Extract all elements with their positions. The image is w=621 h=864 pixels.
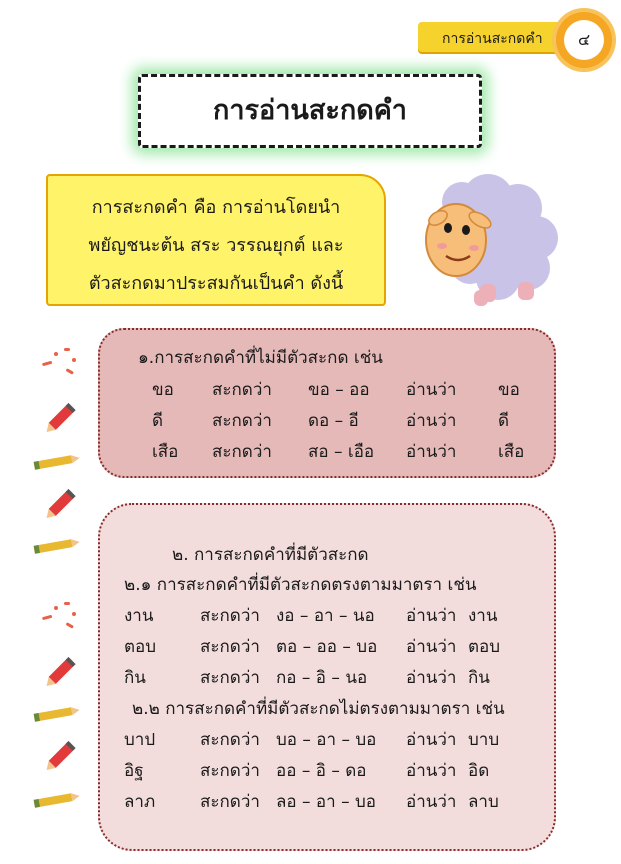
row-read: อ่านว่า (406, 606, 457, 626)
definition-line: ตัวสะกดมาประสมกันเป็นคำ ดังนี้ (88, 273, 344, 294)
row-parts: งอ – อา – นอ (276, 606, 375, 626)
row-result: เสือ (498, 442, 525, 462)
row-spelled: สะกดว่า (212, 380, 272, 400)
sub2-heading: ๒.๒ การสะกดคำที่มีตัวสะกดไม่ตรงตามมาตรา เช่น (132, 699, 505, 719)
section2-heading: ๒. การสะกดคำที่มีตัวสะกด (172, 545, 369, 565)
row-word: อิฐ (124, 761, 144, 781)
row-result: กิน (468, 668, 490, 688)
page-title: การอ่านสะกดคำ (213, 95, 407, 126)
row-parts: ออ – อิ – ดอ (276, 761, 367, 781)
row-spelled: สะกดว่า (212, 411, 272, 431)
row-spelled: สะกดว่า (200, 637, 260, 657)
row-word: งาน (124, 606, 154, 626)
row-word: บาป (124, 730, 156, 750)
definition-box (46, 174, 386, 306)
row-parts: ขอ – ออ (308, 380, 370, 400)
section2-box (98, 503, 556, 851)
page-number-badge (556, 12, 612, 68)
header-tab (418, 22, 578, 52)
row-result: งาน (468, 606, 498, 626)
row-read: อ่านว่า (406, 411, 457, 431)
row-spelled: สะกดว่า (200, 730, 260, 750)
row-read: อ่านว่า (406, 792, 457, 812)
row-word: เสือ (152, 442, 179, 462)
row-spelled: สะกดว่า (200, 606, 260, 626)
page-number: ๔ (564, 20, 604, 60)
pencil-icon (42, 486, 78, 526)
pencil-icon (30, 704, 82, 724)
sub1-heading: ๒.๑ การสะกดคำที่มีตัวสะกดตรงตามมาตรา เช่น (124, 575, 477, 595)
row-read: อ่านว่า (406, 637, 457, 657)
row-parts: ดอ – อี (308, 411, 359, 431)
row-spelled: สะกดว่า (200, 668, 260, 688)
row-word: ลาภ (124, 792, 156, 812)
row-read: อ่านว่า (406, 380, 457, 400)
row-word: กิน (124, 668, 146, 688)
row-read: อ่านว่า (406, 761, 457, 781)
pencil-icon (42, 738, 78, 778)
definition-line: พยัญชนะต้น สระ วรรณยุกต์ และ (88, 235, 344, 256)
sparkle-icon (36, 340, 86, 380)
row-result: ดี (498, 411, 510, 431)
row-result: อิด (468, 761, 490, 781)
section1-heading: ๑.การสะกดคำที่ไม่มีตัวสะกด เช่น (138, 348, 383, 368)
row-spelled: สะกดว่า (200, 761, 260, 781)
row-result: ตอบ (468, 637, 501, 657)
pencil-icon (42, 400, 78, 440)
row-word: ดี (152, 411, 164, 431)
definition-line: การสะกดคำ คือ การอ่านโดยนำ (91, 197, 341, 218)
row-parts: ลอ – อา – บอ (276, 792, 376, 812)
pencil-icon (30, 536, 82, 556)
row-parts: กอ – อิ – นอ (276, 668, 368, 688)
pencil-icon (30, 452, 82, 472)
section1-box (98, 328, 556, 478)
row-spelled: สะกดว่า (212, 442, 272, 462)
pencil-icon (42, 654, 78, 694)
sparkle-icon (36, 594, 86, 634)
row-result: ลาบ (468, 792, 499, 812)
row-parts: ตอ – ออ – บอ (276, 637, 378, 657)
row-word: ตอบ (124, 637, 157, 657)
row-result: บาบ (468, 730, 500, 750)
sheep-illustration (418, 160, 558, 310)
row-parts: บอ – อา – บอ (276, 730, 377, 750)
title-frame (138, 74, 482, 148)
row-result: ขอ (498, 380, 520, 400)
row-word: ขอ (152, 380, 174, 400)
header-tab-label: การอ่านสะกดคำ (442, 31, 543, 47)
row-spelled: สะกดว่า (200, 792, 260, 812)
row-read: อ่านว่า (406, 442, 457, 462)
row-read: อ่านว่า (406, 668, 457, 688)
row-read: อ่านว่า (406, 730, 457, 750)
row-parts: สอ – เอือ (308, 442, 375, 462)
pencil-icon (30, 790, 82, 810)
